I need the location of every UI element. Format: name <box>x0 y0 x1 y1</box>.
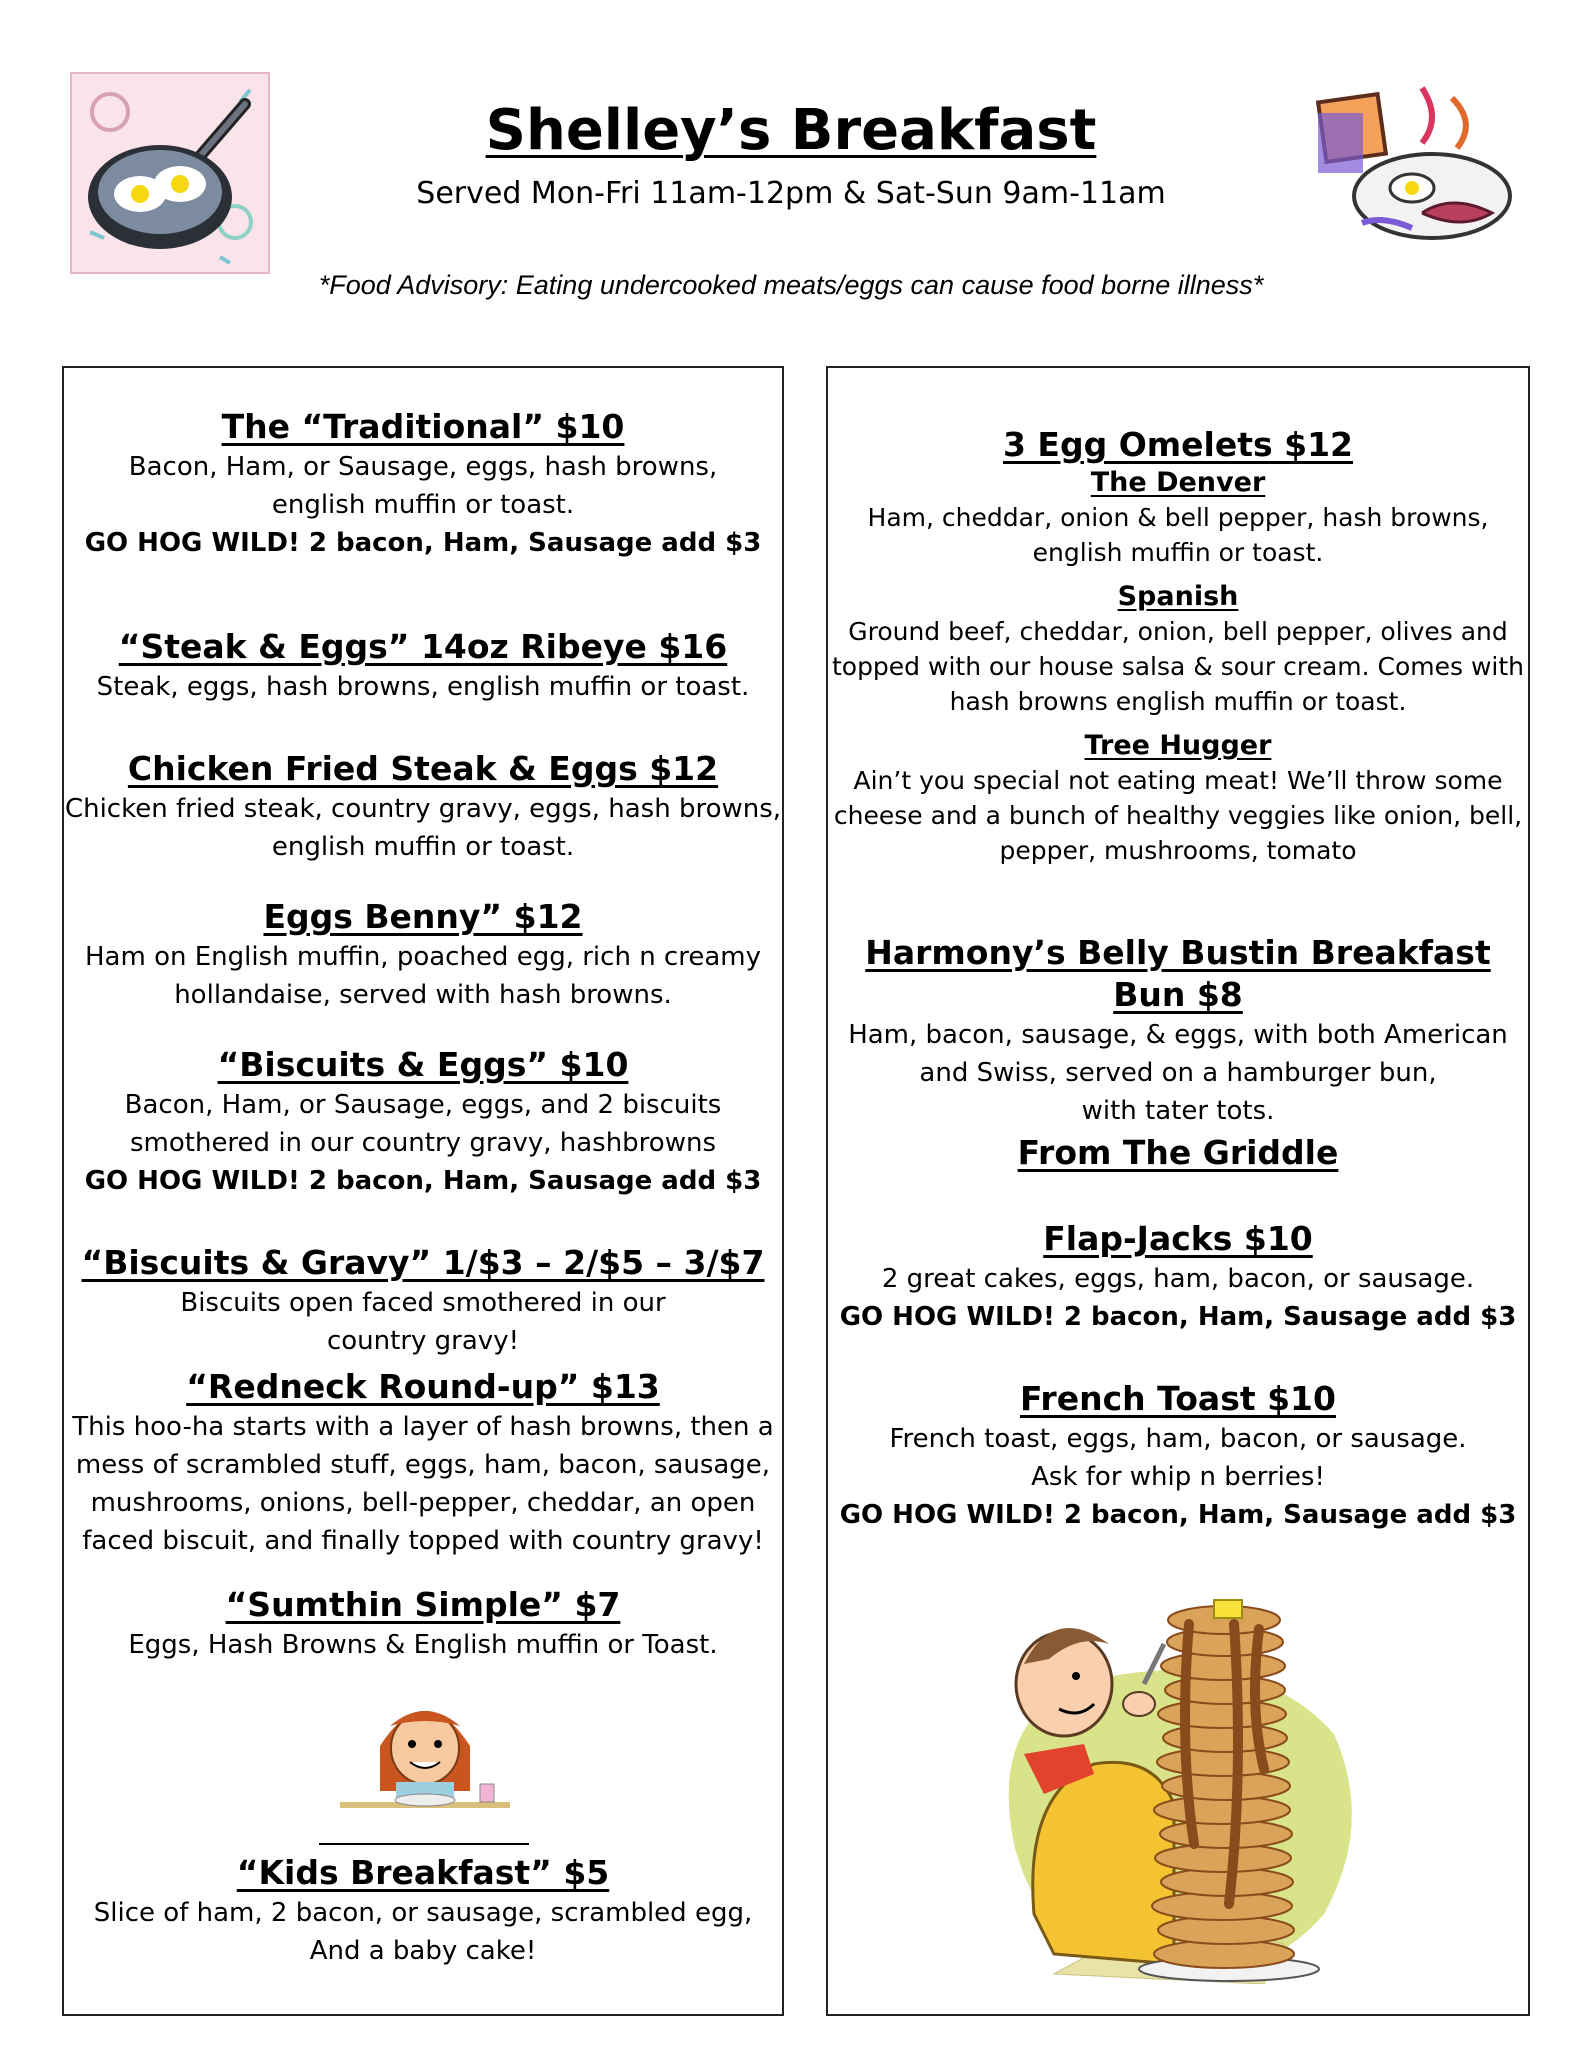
item-addon: GO HOG WILD! 2 bacon, Ham, Sausage add $3 <box>84 528 762 558</box>
item-title: “Biscuits & Gravy” 1/$3 – 2/$5 – 3/$7 <box>81 1243 765 1282</box>
breakfast-plate-icon <box>1302 78 1516 256</box>
item-title: 3 Egg Omelets $12 <box>1002 425 1354 464</box>
item-description: Ground beef, cheddar, onion, bell pepper, olives and <box>848 617 1508 646</box>
menu-item-biscuits-eggs <box>64 1044 782 1200</box>
item-description: Ham, bacon, sausage, & eggs, with both American <box>848 1020 1508 1050</box>
menu-item-redneck-roundup <box>64 1366 782 1560</box>
menu-item-sumthin-simple <box>64 1584 782 1664</box>
item-description: pepper, mushrooms, tomato <box>999 836 1357 865</box>
item-description: Ham on English muffin, poached egg, rich n creamy <box>85 942 761 972</box>
menu-item-steak-eggs <box>64 626 782 706</box>
menu-item-flap-jacks <box>828 1218 1528 1336</box>
item-title: Flap-Jacks $10 <box>1043 1219 1313 1258</box>
item-description: Chicken fried steak, country gravy, eggs, hash browns, <box>64 794 782 824</box>
item-title: “Steak & Eggs” 14oz Ribeye $16 <box>118 627 728 666</box>
pancake-stack-man-icon <box>994 1584 1374 1984</box>
item-title: “Kids Breakfast” $5 <box>236 1853 610 1892</box>
item-description: mess of scrambled stuff, eggs, ham, bacon, sausage, <box>75 1450 771 1480</box>
menu-item-traditional <box>64 406 782 562</box>
item-description: 2 great cakes, eggs, ham, bacon, or sausage. <box>881 1264 1475 1294</box>
omelet-name-denver: The Denver <box>1090 467 1266 498</box>
item-description: Steak, eggs, hash browns, english muffin or toast. <box>96 672 750 702</box>
item-description: Ham, cheddar, onion & bell pepper, hash browns, <box>867 503 1489 532</box>
item-title: French Toast $10 <box>1020 1379 1336 1418</box>
item-description: and Swiss, served on a hamburger bun, <box>919 1058 1437 1088</box>
item-title: Chicken Fried Steak & Eggs $12 <box>127 749 719 788</box>
menu-item-breakfast-bun <box>828 932 1528 1130</box>
omelet-name-tree-hugger: Tree Hugger <box>1084 730 1272 761</box>
item-description: Eggs, Hash Browns & English muffin or Toast. <box>128 1630 718 1660</box>
item-title: “Sumthin Simple” $7 <box>225 1585 621 1624</box>
item-description: smothered in our country gravy, hashbrowns <box>129 1128 716 1158</box>
item-description: Bacon, Ham, or Sausage, eggs, hash browns, <box>128 452 718 482</box>
menu-item-french-toast <box>828 1378 1528 1534</box>
item-description: english muffin or toast. <box>271 490 575 520</box>
item-addon: GO HOG WILD! 2 bacon, Ham, Sausage add $3 <box>839 1302 1517 1332</box>
item-title: Eggs Benny” $12 <box>263 897 583 936</box>
item-description: French toast, eggs, ham, bacon, or sausage. <box>889 1424 1467 1454</box>
item-description: topped with our house salsa & sour cream. Comes with <box>831 652 1525 681</box>
frying-pan-eggs-icon <box>70 72 270 274</box>
menu-item-biscuits-gravy <box>64 1242 782 1360</box>
menu-item-eggs-benny <box>64 896 782 1014</box>
item-addon: GO HOG WILD! 2 bacon, Ham, Sausage add $3 <box>84 1166 762 1196</box>
item-description: english muffin or toast. <box>271 832 575 862</box>
item-title: “Biscuits & Eggs” $10 <box>217 1045 629 1084</box>
item-description: hash browns english muffin or toast. <box>949 687 1407 716</box>
menu-title: Shelley’s Breakfast <box>485 98 1097 163</box>
item-description: And a baby cake! <box>309 1936 537 1966</box>
item-description: Biscuits open faced smothered in our <box>180 1288 666 1318</box>
menu-item-chicken-fried-steak <box>64 748 782 866</box>
item-description: cheese and a bunch of healthy veggies like onion, bell, <box>833 801 1523 830</box>
item-addon: GO HOG WILD! 2 bacon, Ham, Sausage add $3 <box>839 1500 1517 1530</box>
omelet-name-spanish: Spanish <box>1117 581 1239 612</box>
serving-hours: Served Mon-Fri 11am-12pm & Sat-Sun 9am-11am <box>416 176 1166 211</box>
item-title: Harmony’s Belly Bustin Breakfast Bun $8 <box>865 933 1491 1014</box>
menu-item-kids-breakfast <box>64 1852 782 1970</box>
item-description: country gravy! <box>326 1326 520 1356</box>
item-description: mushrooms, onions, bell-pepper, cheddar, an open <box>90 1488 756 1518</box>
kid-eating-icon <box>330 1686 520 1826</box>
item-description: Slice of ham, 2 bacon, or sausage, scrambled egg, <box>93 1898 753 1928</box>
item-description: Ask for whip n berries! <box>1031 1462 1325 1492</box>
item-description: english muffin or toast. <box>1032 538 1324 567</box>
section-title: From The Griddle <box>1017 1133 1339 1172</box>
item-title: The “Traditional” $10 <box>221 407 625 446</box>
item-description: Bacon, Ham, or Sausage, eggs, and 2 biscuits <box>124 1090 722 1120</box>
food-advisory: *Food Advisory: Eating undercooked meats/eggs can cause food borne illness* <box>318 270 1264 300</box>
item-description: hollandaise, served with hash browns. <box>174 980 672 1010</box>
item-title: “Redneck Round-up” $13 <box>186 1367 660 1406</box>
item-description: with tater tots. <box>1081 1096 1275 1126</box>
item-description: faced biscuit, and finally topped with country gravy! <box>82 1526 764 1556</box>
section-heading-griddle <box>828 1132 1528 1174</box>
menu-item-omelets <box>828 424 1528 868</box>
left-menu-panel <box>62 366 784 2016</box>
item-description: Ain’t you special not eating meat! We’ll throw some <box>853 766 1503 795</box>
item-description: This hoo-ha starts with a layer of hash browns, then a <box>72 1412 774 1442</box>
divider <box>319 1843 529 1845</box>
right-menu-panel <box>826 366 1530 2016</box>
